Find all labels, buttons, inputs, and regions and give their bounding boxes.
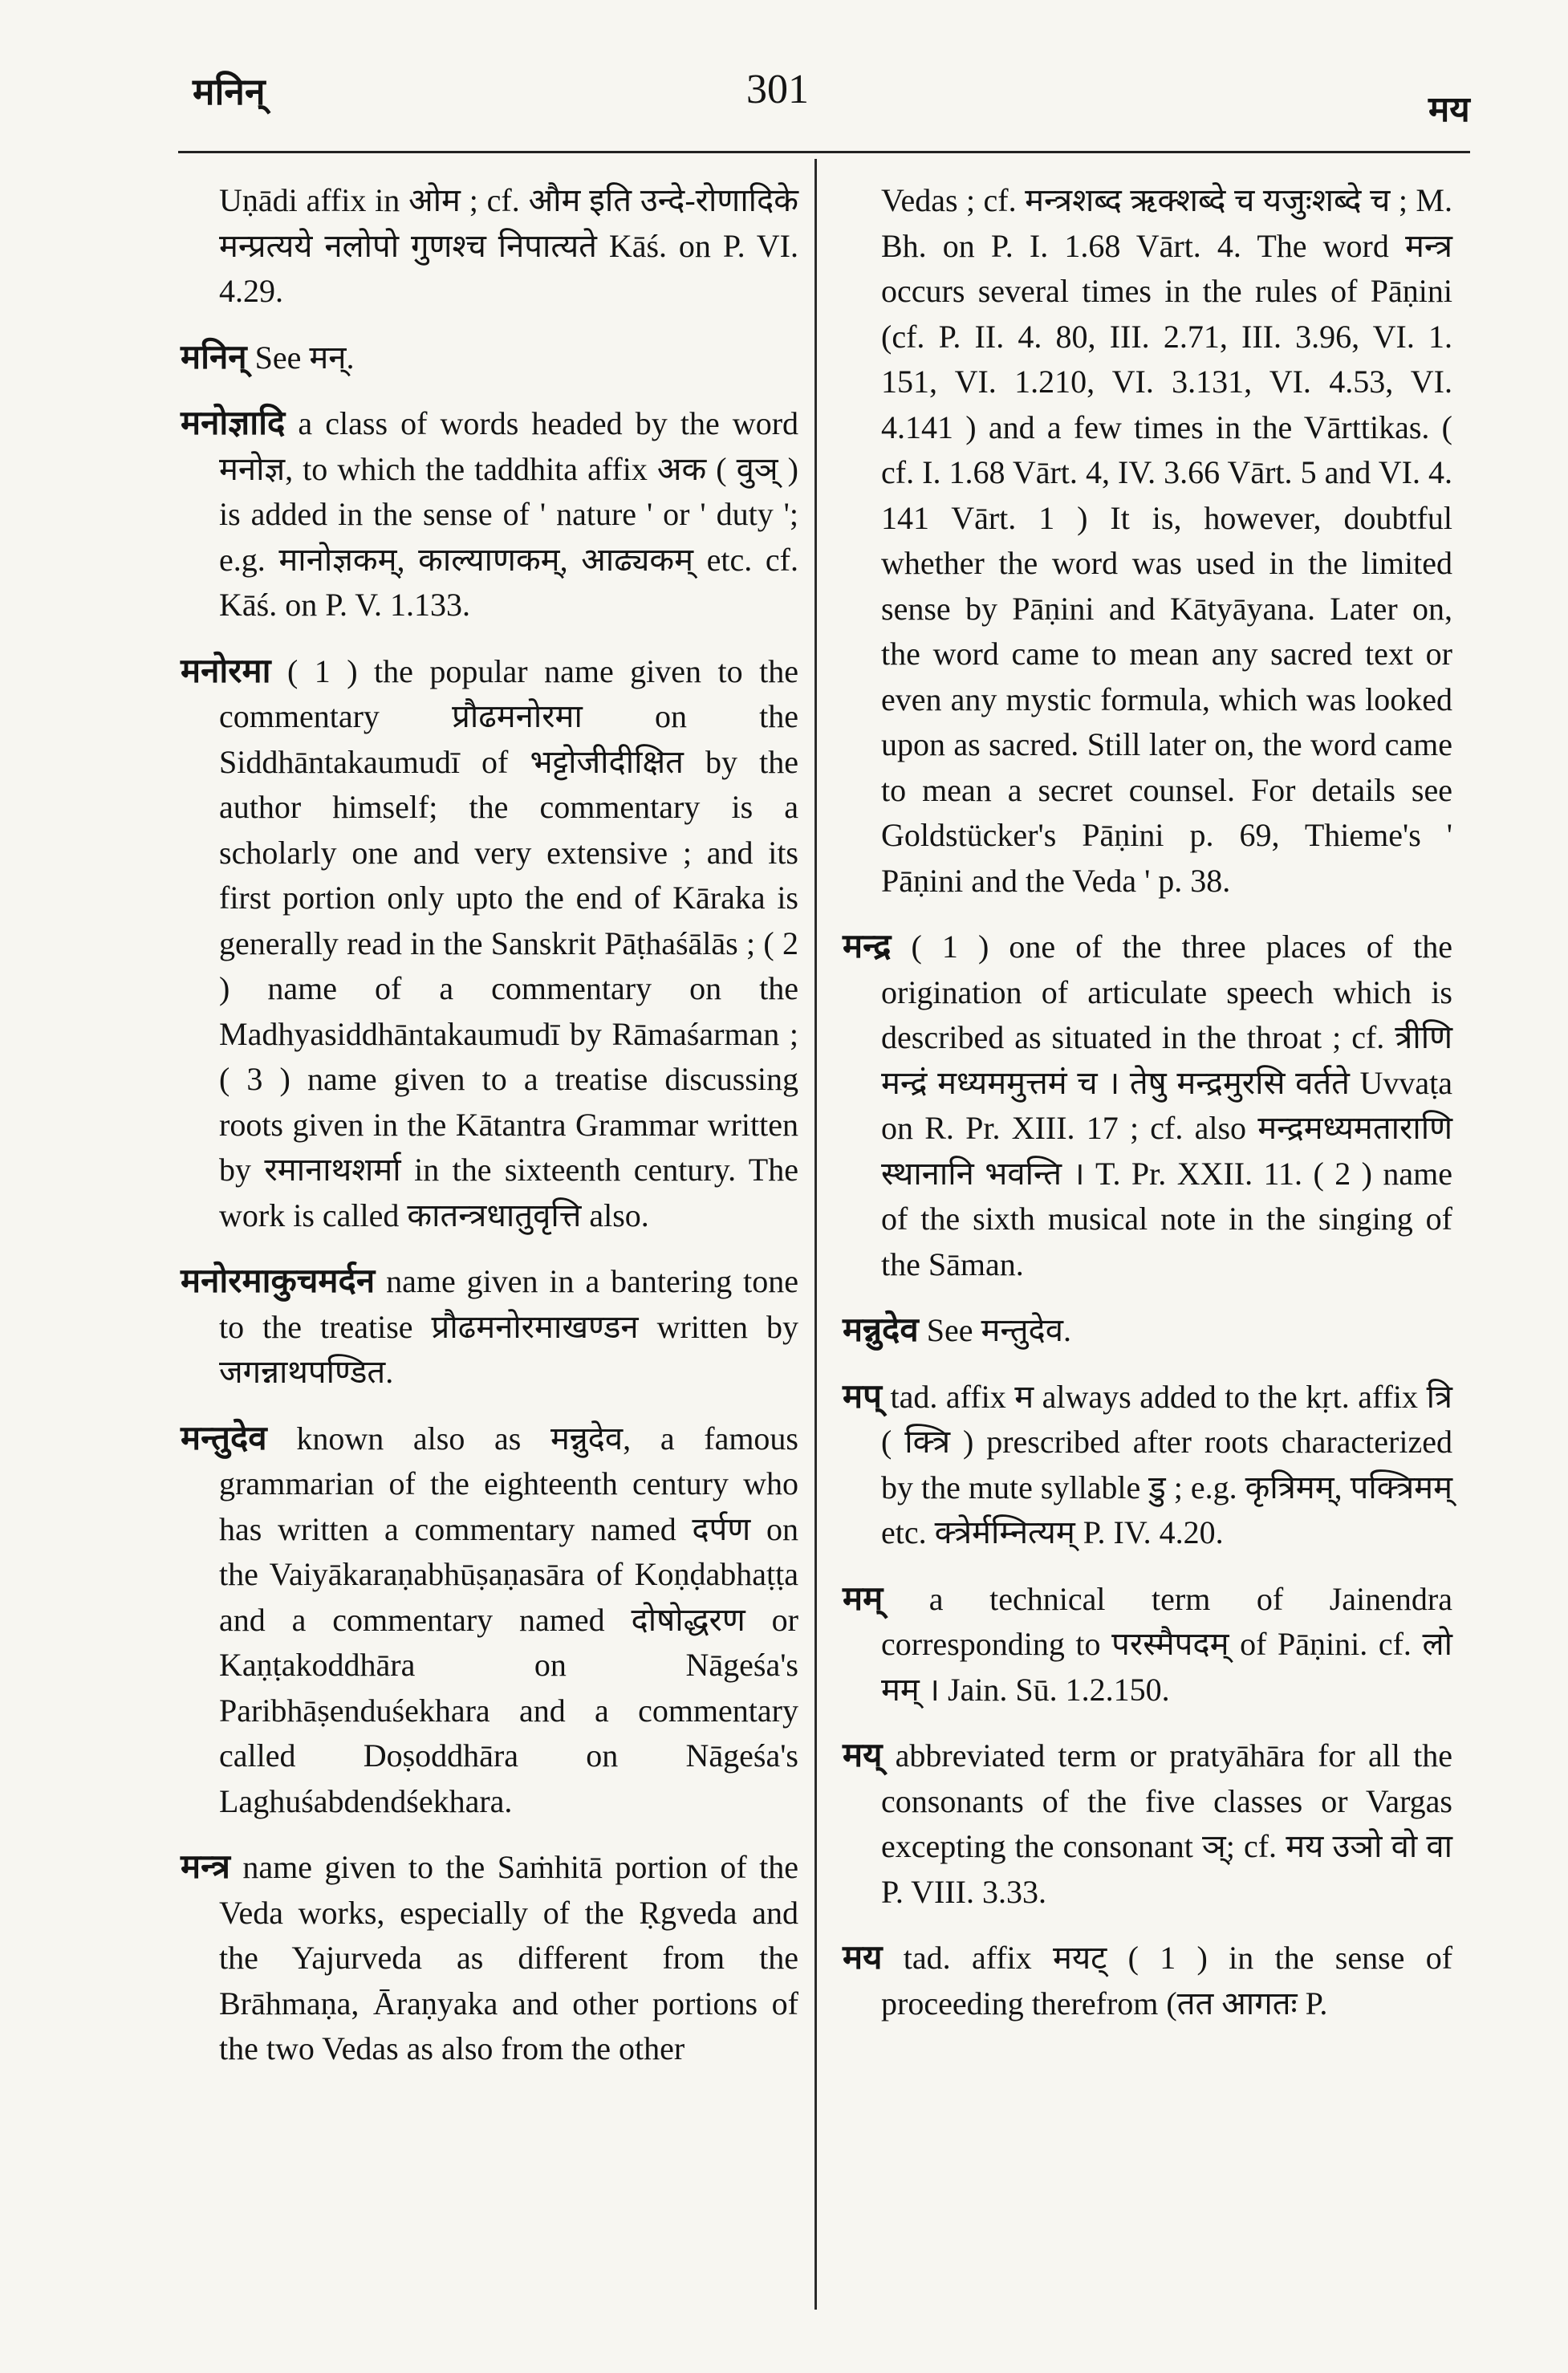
entry-text: ( 1 ) the popular name given to the commentary प्रौढमनोरमा on the Siddhāntakaumudī of भट्टोजीदीक्षित by the author himself; the commentary is a scholarly one and very extensive ; and its first portion only upto the end of Kāraka is generally read in the Sanskrit Pāṭhaśālās ; ( 2 ) name of a commentary on the Madhyasiddhāntakaumudī by Rāmaśarman ; ( 3 ) name given to a treatise discussing roots given in the Kātantra Grammar written by रमानाथशर्मा in the sixteenth century. The work is called कातन्त्रधातुवृत्ति also.: [219, 652, 798, 1233]
entry-headword: मनोज्ञादि: [181, 405, 286, 442]
dictionary-entry: [181, 1845, 798, 2072]
entry-text: tad. affix मयट् ( 1 ) in the sense of proceeding therefrom (तत आगतः P.: [881, 1940, 1453, 2022]
entry-text: a technical term of Jainendra corresponding to परस्मैपदम् of Pāṇini. cf. लो मम् । Jain. Sū. 1.2.150.: [881, 1580, 1453, 1708]
right-column: [843, 178, 1452, 2047]
dictionary-entry: [843, 1936, 1452, 2026]
entry-headword: मय: [843, 1940, 883, 1977]
dictionary-entry: [843, 1733, 1452, 1915]
entry-headword: मप्: [843, 1378, 882, 1416]
dictionary-entry: [843, 1375, 1452, 1556]
dictionary-entry: [181, 1416, 798, 1825]
header-left-guide-word: मनिन्: [193, 71, 266, 112]
entry-headword: मन्त्र: [181, 1849, 230, 1886]
entry-headword: मन्द्र: [843, 928, 892, 965]
entry-text: known also as मन्नुदेव, a famous grammarian of the eighteenth century who has written a commentary named दर्पण on the Vaiyākaraṇabhūṣaṇasāra of Koṇḍabhaṭṭa and a commentary named दोषोद्धरण or Kaṇṭakoddhāra on Nāgeśa's Paribhāṣenduśekhara and a commentary called Doṣoddhāra on Nāgeśa's Laghuśabdendśekhara.: [219, 1420, 798, 1819]
entry-headword: मन्नुदेव: [843, 1312, 919, 1349]
dictionary-entry: [181, 178, 798, 315]
entry-text: Uṇādi affix in ओम ; cf. औम इति उन्दे-रोणादिके मन्प्रत्यये नलोपो गुणश्च निपात्यते Kāś. on P. VI. 4.29.: [219, 182, 798, 309]
entry-text: tad. affix म always added to the kṛt. affix त्रि ( क्त्रि ) prescribed after roots characterized by the mute syllable डु ; e.g. कृत्रिमम्, पक्त्रिमम् etc. क्त्रेर्मम्नित्यम् P. IV. 4.20.: [881, 1378, 1453, 1550]
header-right-guide-word: मय: [1428, 90, 1470, 129]
entry-headword: मनिन्: [181, 339, 247, 376]
page-header: [0, 50, 1568, 129]
entry-text: ( 1 ) one of the three places of the origination of articulate speech which is described as situated in the throat ; cf. त्रीणि मन्द्रं मध्यममुत्तमं च । तेषु मन्द्रमुरसि वर्तते Uvvaṭa on R. Pr. XIII. 17 ; cf. also मन्द्रमध्यमताराणि स्थानानि भवन्ति । T. Pr. XXII. 11. ( 2 ) name of the sixth musical note in the singing of the Sāman.: [881, 928, 1452, 1282]
entry-headword: मनोरमाकुचमर्दन: [181, 1263, 376, 1300]
entry-text: See मन्.: [254, 339, 355, 376]
column-divider: [814, 159, 817, 2310]
left-column: [181, 178, 798, 2093]
dictionary-entry: [843, 178, 1452, 904]
entry-text: abbreviated term or pratyāhāra for all the consonants of the five classes or Vargas excepting the consonant ञ्; cf. मय उञो वो वा P. VIII. 3.33.: [881, 1737, 1452, 1910]
entry-text: See मन्तुदेव.: [926, 1312, 1071, 1348]
dictionary-entry: [181, 335, 798, 381]
entry-text: a class of words headed by the word मनोज्ञ, to which the taddhita affix अक ( वुञ् ) is added in the sense of ' nature ' or ' duty '; e.g. मानोज्ञकम्, काल्याणकम्, आढ्यकम् etc. cf. Kāś. on P. V. 1.133.: [219, 405, 799, 623]
header-rule: [178, 151, 1470, 153]
dictionary-entry: [181, 401, 798, 628]
entry-headword: मन्तुदेव: [181, 1420, 267, 1457]
entry-headword: मम्: [843, 1580, 884, 1618]
entry-text: name given to the Saṁhitā portion of the Veda works, especially of the Ṛgveda and the Yajurveda as different from the Brāhmaṇa, Āraṇyaka and other portions of the two Vedas as also from the other: [219, 1849, 798, 2066]
entry-text: Vedas ; cf. मन्त्रशब्द ऋक्शब्दे च यजुःशब्दे च ; M. Bh. on P. I. 1.68 Vārt. 4. The word मन्त्र occurs several times in the rules of Pāṇini (cf. P. II. 4. 80, III. 2.71, III. 3.96, VI. 1. 151, VI. 1.210, VI. 3.131, VI. 4.53, VI. 4.141 ) and a few times in the Vārttikas. ( cf. I. 1.68 Vārt. 4, IV. 3.66 Vārt. 5 and VI. 4. 141 Vārt. 1 ) It is, however, doubtful whether the word was used in the limited sense by Pāṇini and Kātyāyana. Later on, the word came to mean any sacred text or even any mystic formula, which was looked upon as sacred. Still later on, the word came to mean a secret counsel. For details see Goldstücker's Pāṇini p. 69, Thieme's ' Pāṇini and the Veda ' p. 38.: [881, 182, 1452, 899]
entry-headword: मय्: [843, 1737, 883, 1774]
dictionary-entry: [843, 1577, 1452, 1713]
dictionary-entry: [843, 924, 1452, 1287]
dictionary-entry: [843, 1308, 1452, 1354]
dictionary-entry: [181, 1259, 798, 1396]
page-number: 301: [746, 67, 809, 112]
entry-headword: मनोरमा: [181, 652, 271, 690]
entry-text: name given in a bantering tone to the treatise प्रौढमनोरमाखण्डन written by जगन्नाथपण्डित.: [219, 1263, 799, 1390]
dictionary-entry: [181, 649, 798, 1239]
